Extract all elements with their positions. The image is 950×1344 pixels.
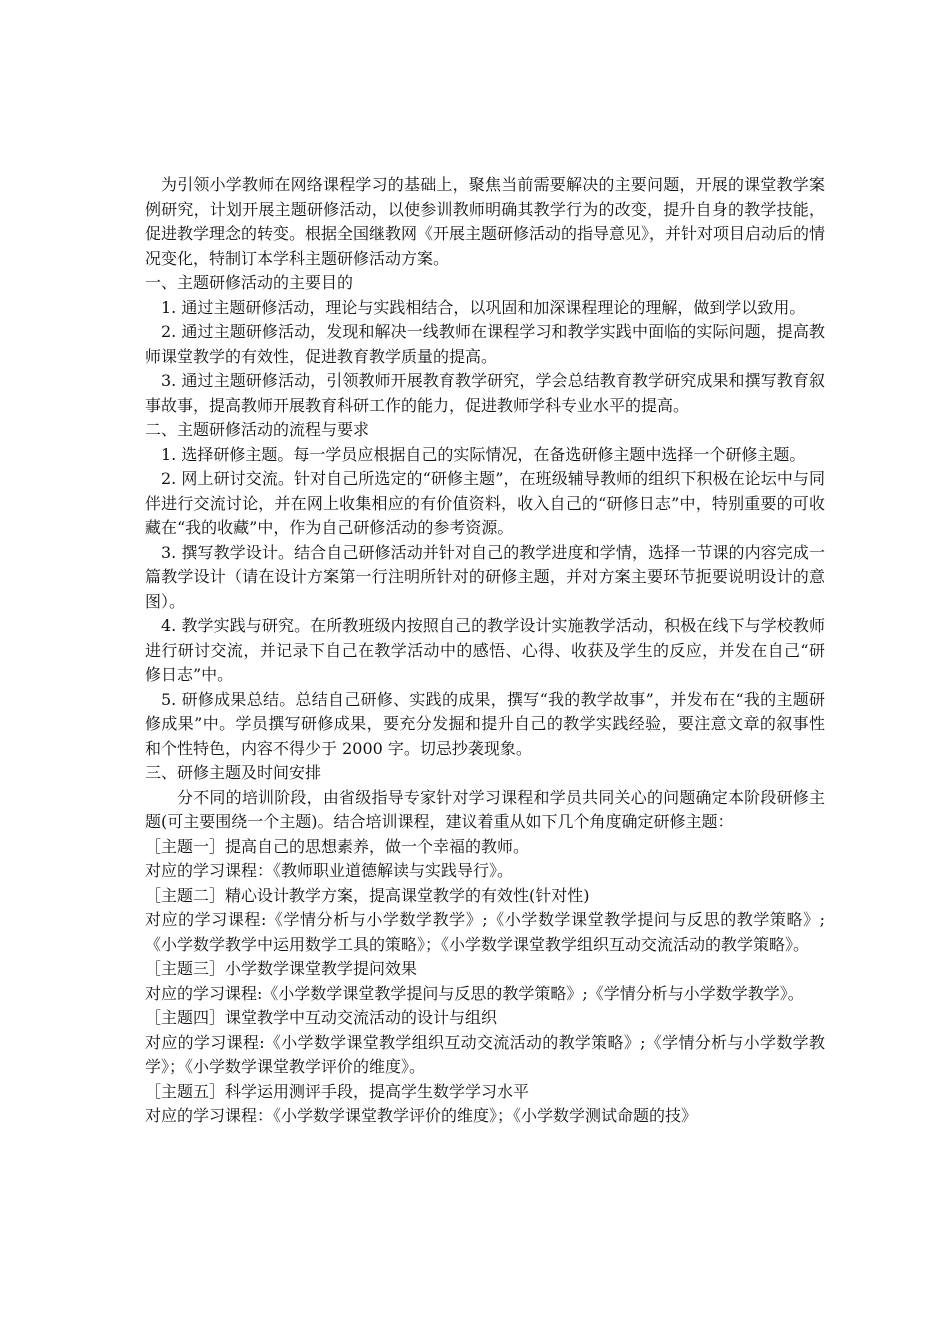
topic-title: ［主题四］课堂教学中互动交流活动的设计与组织 (145, 1008, 498, 1027)
list-item: 5. 研修成果总结。总结自己研修、实践的成果，撰写“我的教学故事”，并发布在“我的主题研修成果”中。学员撰写研修成果，要充分发掘和提升自己的教学实践经验，要注意文章的叙事性和个性特色，内容不得少于 2000 字。切忌抄袭现象。 (145, 689, 825, 758)
list-item: 3. 通过主题研修活动，引领教师开展教育教学研究，学会总结教育教学研究成果和撰写教育叙事故事，提高教师开展教育科研工作的能力，促进教师学科专业水平的提高。 (145, 371, 825, 415)
intro-paragraph: 为引领小学教师在网络课程学习的基础上，聚焦当前需要解决的主要问题，开展的课堂教学案例研究，计划开展主题研修活动，以使参训教师明确其教学行为的改变，提升自身的教学技能，促进教学理念的转变。根据全国继教网《开展主题研修活动的指导意见》，并针对项目启动后的情况变化，特制订本学科主题研修活动方案。 (145, 175, 826, 268)
topic-title: ［主题五］科学运用测评手段，提高学生数学学习水平 (145, 1081, 530, 1101)
list-item: 2. 通过主题研修活动，发现和解决一线教师在课程学习和教学实践中面临的实际问题，提高教师课堂教学的有效性，促进教育教学质量的提高。 (145, 322, 825, 366)
topic-courses: 对应的学习课程:《小学数学课堂教学提问与反思的教学策略》;《学情分析与小学数学教学》。 (145, 983, 804, 1003)
list-item: 4. 教学实践与研究。在所教班级内按照自己的教学设计实施教学活动，积极在线下与学校教师进行研讨交流，并记录下自己在教学活动中的感悟、心得、收获及学生的反应，并发在自己“研修日志”中。 (145, 616, 825, 684)
list-item: 1. 通过主题研修活动，理论与实践相结合，以巩固和加深课程理论的理解，做到学以致用。 (161, 297, 806, 317)
section-heading-process: 二、主题研修活动的流程与要求 (145, 420, 370, 439)
topic-courses: 对应的学习课程：《教师职业道德解读与实践导行》。 (145, 861, 514, 880)
topic-courses: 对应的学习课程:《小学数学课堂教学组织互动交流活动的教学策略》;《学情分析与小学数学教学》；《小学数学课堂教学评价的维度》。 (145, 1032, 825, 1076)
topic-title: ［主题二］精心设计教学方案，提高课堂教学的有效性(针对性) (145, 885, 590, 905)
section-heading-purpose: 一、主题研修活动的主要目的 (145, 273, 354, 292)
list-item: 1. 选择研修主题。每一学员应根据自己的实际情况，在备选研修主题中选择一个研修主题。 (161, 444, 806, 464)
topics-intro-paragraph: 分不同的培训阶段，由省级指导专家针对学习课程和学员共同关心的问题确定本阶段研修主题(可主要围绕一个主题)。结合培训课程，建议着重从如下几个角度确定研修主题： (145, 787, 825, 831)
topic-courses: 对应的学习课程：《小学数学课堂教学评价的维度》；《小学数学测试命题的技》 (145, 1106, 698, 1125)
topic-courses: 对应的学习课程:《学情分析与小学数学教学》;《小学数学课堂教学提问与反思的教学策略》;《小学数学教学中运用数学工具的策略》；《小学数学课堂教学组织互动交流活动的教学策略》。 (145, 910, 825, 954)
document-page (145, 173, 825, 1129)
topic-title: ［主题三］小学数学课堂教学提问效果 (145, 959, 418, 978)
list-item: 2. 网上研讨交流。针对自己所选定的“研修主题”，在班级辅导教师的组织下积极在论坛中与同伴进行交流讨论，并在网上收集相应的有价值资料，收入自己的“研修日志”中，特别重要的可收藏在“我的收藏”中，作为自己研修活动的参考资源。 (145, 469, 825, 537)
section-heading-topics: 三、研修主题及时间安排 (145, 763, 322, 782)
topic-title: ［主题一］提高自己的思想素养，做一个幸福的教师。 (145, 836, 530, 856)
list-item: 3. 撰写教学设计。结合自己研修活动并针对自己的教学进度和学情，选择一节课的内容完成一篇教学设计（请在设计方案第一行注明所针对的研修主题，并对方案主要环节扼要说明设计的意图）。 (145, 542, 825, 611)
